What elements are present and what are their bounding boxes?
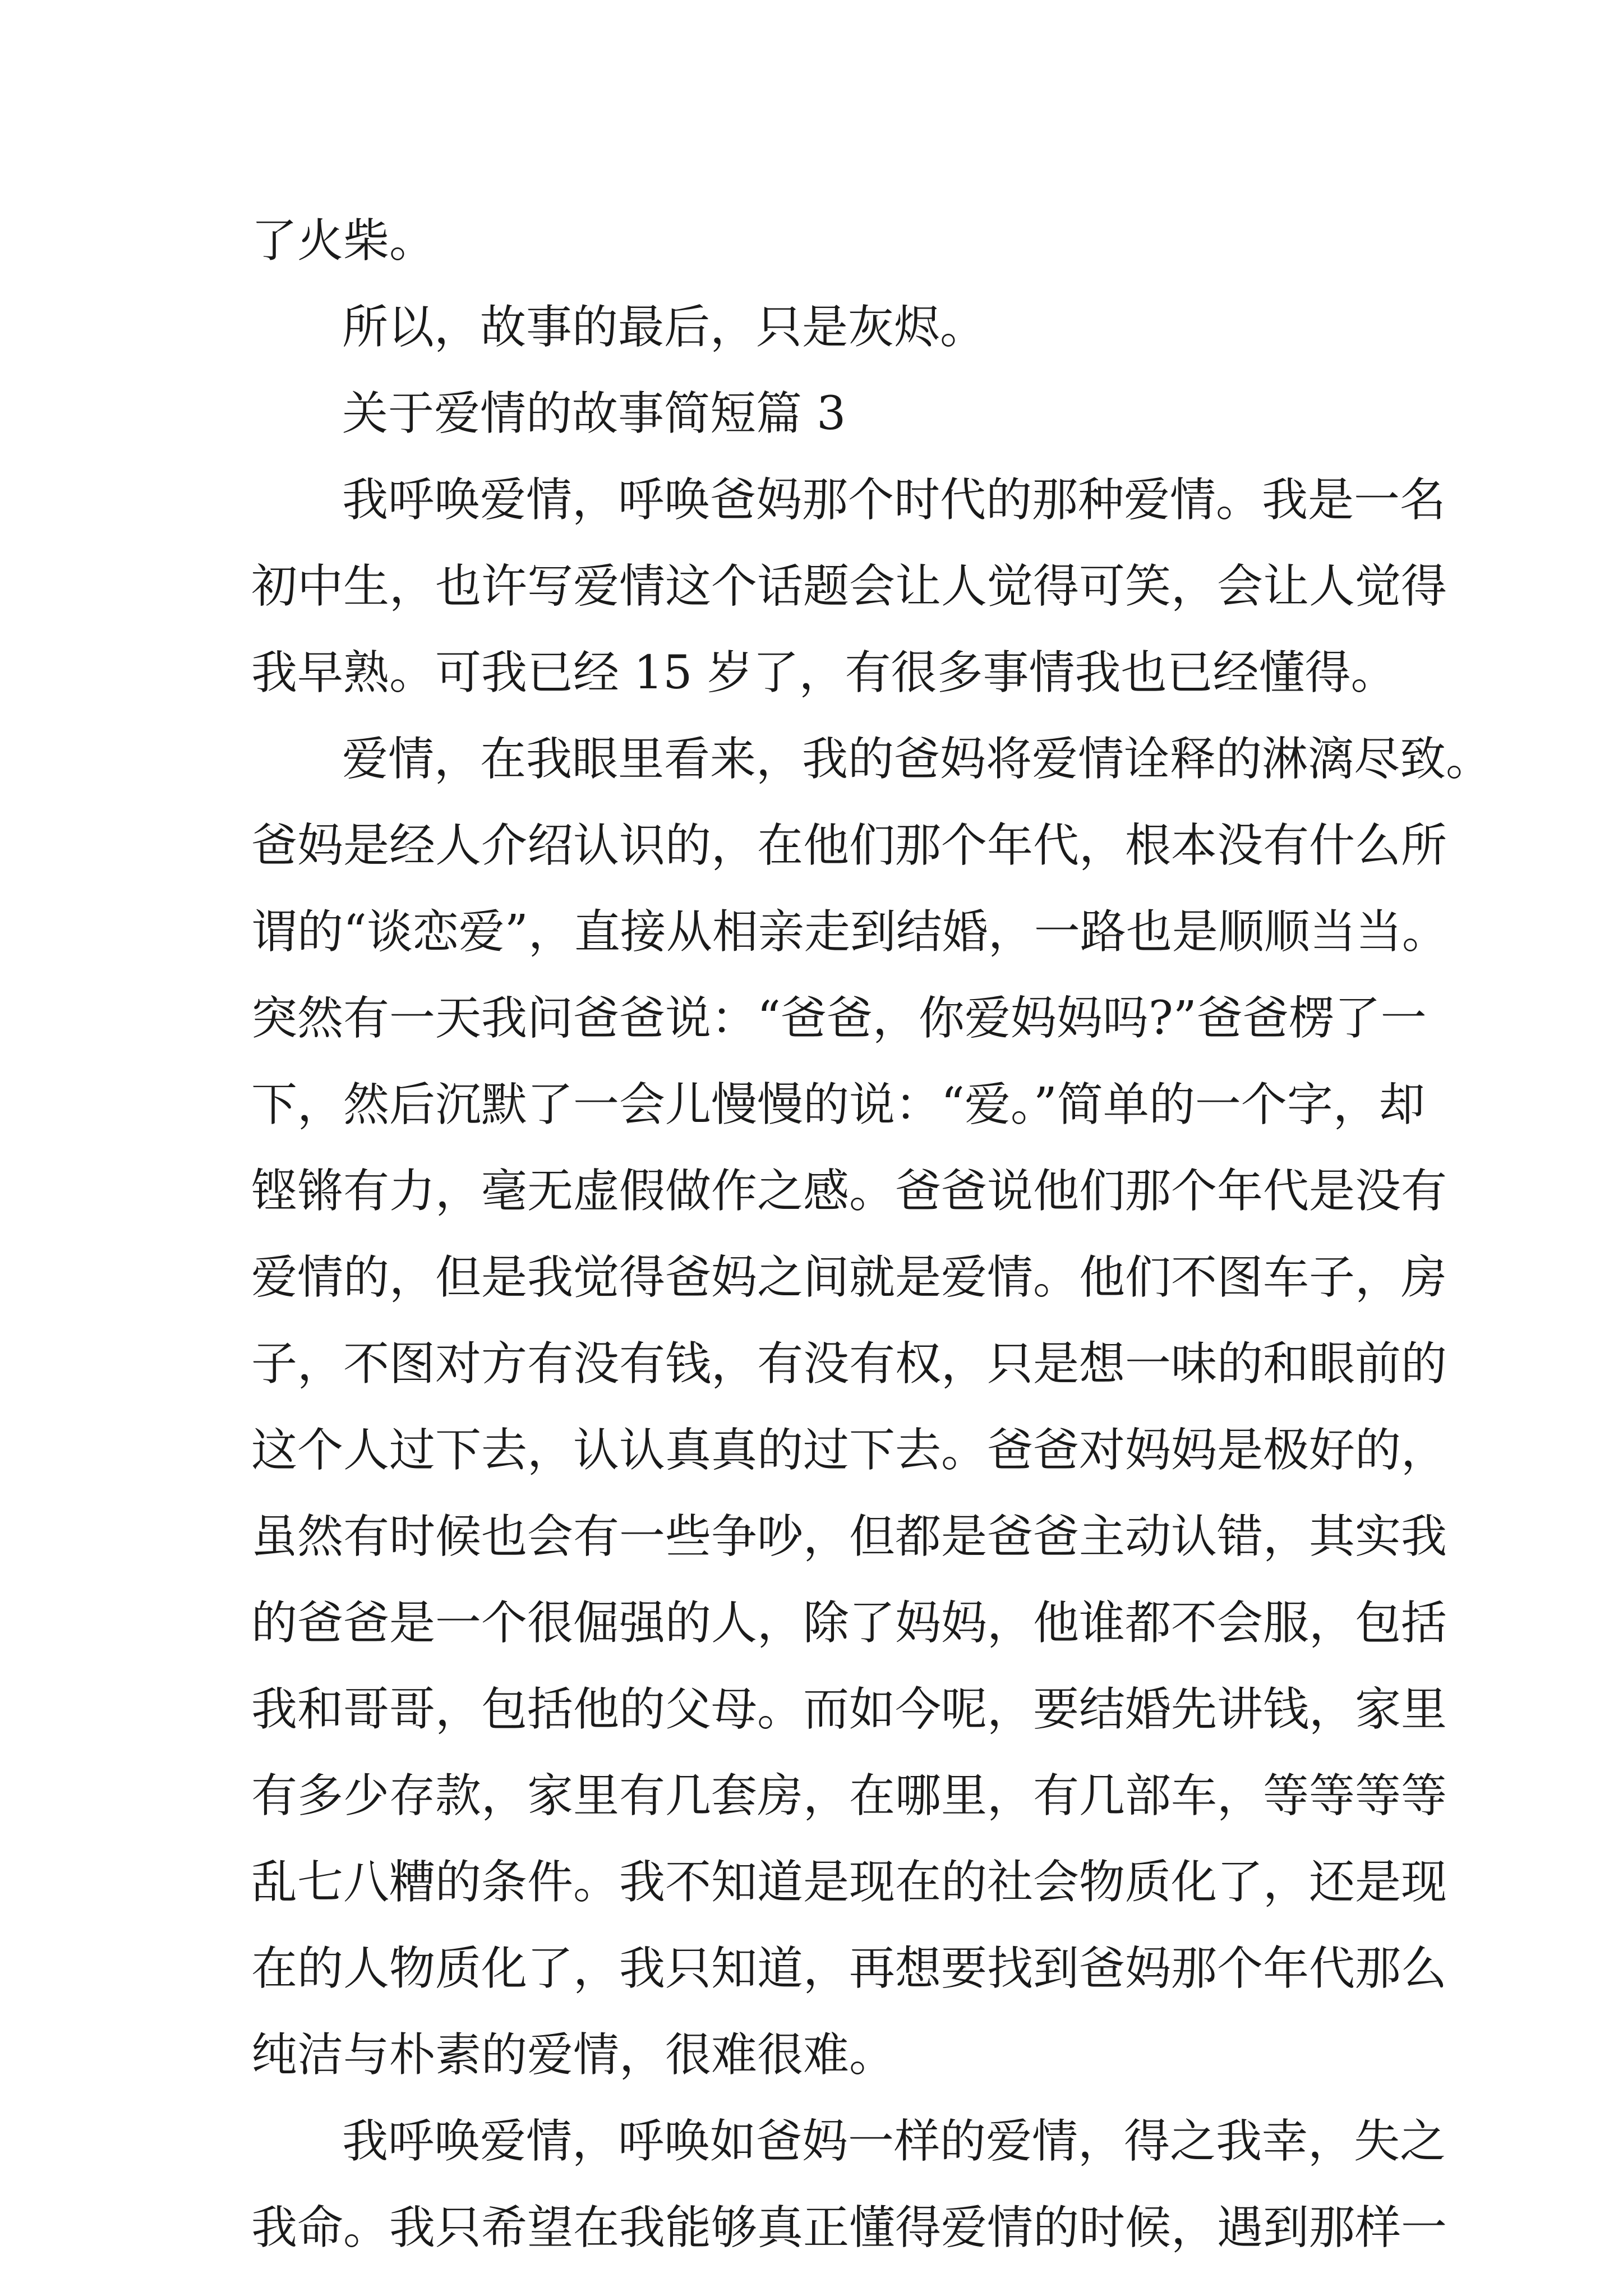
text-line: 我命。我只希望在我能够真正懂得爱情的时候，遇到那样一 — [251, 2201, 1447, 2254]
text-line: 了火柴。 — [251, 214, 436, 268]
text-line: 突然有一天我问爸爸说：“爸爸，你爱妈妈吗?”爸爸楞了一 — [251, 992, 1427, 1045]
text-line: 谓的“谈恋爱”，直接从相亲走到结婚，一路也是顺顺当当。 — [251, 905, 1448, 959]
text-line: 所以，故事的最后，只是灰烬。 — [342, 301, 986, 354]
text-line: 铿锵有力，毫无虚假做作之感。爸爸说他们那个年代是没有 — [251, 1165, 1447, 1218]
text-line: 的爸爸是一个很倔强的人，除了妈妈，他谁都不会服，包括 — [251, 1596, 1447, 1650]
text-line: 虽然有时候也会有一些争吵，但都是爸爸主动认错，其实我 — [251, 1510, 1447, 1563]
section-heading: 关于爱情的故事简短篇 3 — [342, 387, 846, 440]
text-line: 这个人过下去，认认真真的过下去。爸爸对妈妈是极好的， — [251, 1424, 1447, 1477]
text-line: 爸妈是经人介绍认识的，在他们那个年代，根本没有什么所 — [251, 819, 1447, 872]
text-line: 初中生，也许写爱情这个话题会让人觉得可笑，会让人觉得 — [251, 560, 1447, 613]
text-line: 下，然后沉默了一会儿慢慢的说：“爱。”简单的一个字，却 — [251, 1078, 1425, 1131]
text-line: 我早熟。可我已经 15 岁了，有很多事情我也已经懂得。 — [251, 646, 1397, 700]
text-line: 在的人物质化了，我只知道，再想要找到爸妈那个年代那么 — [251, 1942, 1447, 1995]
text-line: 乱七八糟的条件。我不知道是现在的社会物质化了，还是现 — [251, 1856, 1447, 1909]
text-line: 爱情的，但是我觉得爸妈之间就是爱情。他们不图车子，房 — [251, 1251, 1447, 1304]
text-line: 子，不图对方有没有钱，有没有权，只是想一味的和眼前的 — [251, 1337, 1447, 1391]
text-line: 纯洁与朴素的爱情，很难很难。 — [251, 2028, 896, 2082]
text-line: 有多少存款，家里有几套房，在哪里，有几部车，等等等等 — [251, 1769, 1447, 1823]
text-line: 我呼唤爱情，呼唤爸妈那个时代的那种爱情。我是一名 — [342, 473, 1446, 527]
text-line: 我和哥哥，包括他的父母。而如今呢，要结婚先讲钱，家里 — [251, 1683, 1447, 1736]
text-line: 爱情，在我眼里看来，我的爸妈将爱情诠释的淋漓尽致。 — [342, 733, 1492, 786]
text-line: 我呼唤爱情，呼唤如爸妈一样的爱情，得之我幸，失之 — [342, 2115, 1446, 2168]
